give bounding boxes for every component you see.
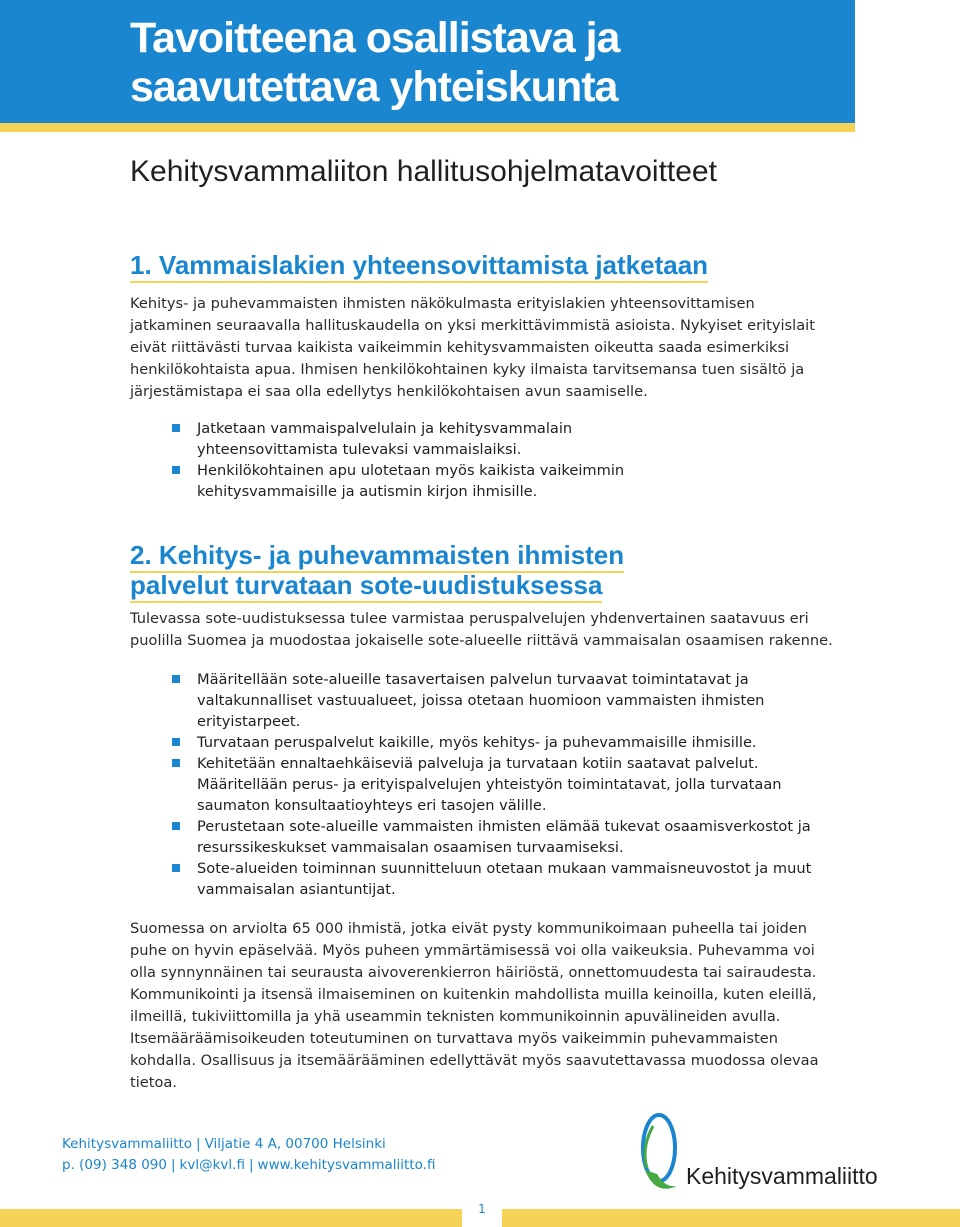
list-item: Henkilökohtainen apu ulotetaan myös kaikista vaikeimmin kehitysvammaisille ja autismin kirjon ihmisille.: [160, 460, 680, 502]
section1-title: 1. Vammaislakien yhteensovittamista jatketaan: [130, 250, 708, 283]
bullet-square-icon: [172, 759, 180, 767]
bullet-square-icon: [172, 864, 180, 872]
footer-line1: [62, 1134, 482, 1155]
section2-bullet-list: [160, 669, 830, 900]
page-title-line2: saavutettava yhteiskunta: [130, 63, 618, 111]
bullet-square-icon: [172, 675, 180, 683]
section2-title-line2: palvelut turvataan sote-uudistuksessa: [130, 570, 602, 603]
page-number: 1: [462, 1197, 502, 1227]
page-subtitle: Kehitysvammaliiton hallitusohjelmatavoitteet: [130, 155, 717, 188]
list-item: Turvataan peruspalvelut kaikille, myös kehitys- ja puhevammaisille ihmisille.: [160, 732, 830, 753]
header-stripe: [0, 123, 855, 132]
bullet-square-icon: [172, 466, 180, 474]
footer-separator: |: [196, 1136, 201, 1152]
footer-phone: p. (09) 348 090: [62, 1157, 167, 1173]
closing-paragraph: Suomessa on arviolta 65 000 ihmistä, jotka eivät pysty kommunikoimaan puheella tai joiden puhe on hyvin epäselvää. Myös puheen ymmärtämisessä voi olla vaikeuksia. Puhevamma voi olla synnynnäinen tai seurausta aivoverenkierron häiriöstä, onnettomuudesta tai sairaudesta. Kommunikointi ja itsensä ilmaiseminen on kuitenkin mahdollista muilla keinoilla, kuten eleillä, ilmeillä, tukiviittomilla ja yhä useammin teknisten kommunikoinnin apuvälineiden avulla. Itsemääräämisoikeuden toteutuminen on turvattava myös vaikeimmin puhevammaisten kohdalla. Osallisuus ja itsemäärääminen edellyttävät myös saavutettavassa muodossa olevaa tietoa.: [130, 920, 819, 1091]
footer-org: Kehitysvammaliitto: [62, 1136, 193, 1152]
list-item: Kehitetään ennaltaehkäiseviä palveluja ja turvataan kotiin saatavat palvelut. Määritellään perus- ja erityispalvelujen yhteistyön toimintatavat, jolla turvataan saumaton konsultaatioyhteys eri tasojen välille.: [160, 753, 830, 816]
footer-line2: [62, 1155, 482, 1176]
section1-bullet-list: [160, 418, 680, 502]
section2-paragraph: Tulevassa sote-uudistuksessa tulee varmistaa peruspalvelujen yhdenvertainen saatavuus eri puolilla Suomea ja muodostaa jokaiselle sote-alueelle riittävä vammaisalan osaamisen rakenne.: [130, 610, 833, 649]
section2-heading: [130, 540, 850, 600]
bullet-square-icon: [172, 738, 180, 746]
list-item: Jatketaan vammaispalvelulain ja kehitysvammalain yhteensovittamista tulevaksi vammaislaiksi.: [160, 418, 680, 460]
footer-separator: |: [170, 1157, 176, 1173]
footer-email[interactable]: kvl@kvl.fi: [179, 1157, 245, 1173]
page-title-line1: Tavoitteena osallistava ja: [130, 14, 620, 62]
bullet-square-icon: [172, 424, 180, 432]
section1-heading: [130, 250, 850, 280]
footer-website[interactable]: www.kehitysvammaliitto.fi: [257, 1157, 436, 1173]
list-item: Perustetaan sote-alueille vammaisten ihmisten elämää tukevat osaamisverkostot ja resurssikeskukset vammaisalan osaamisen turvaamiseksi.: [160, 816, 830, 858]
footer-contact: [62, 1134, 482, 1176]
footer-separator: |: [248, 1157, 254, 1173]
logo-wordmark: Kehitysvammaliitto: [686, 1163, 878, 1189]
bullet-square-icon: [172, 822, 180, 830]
section1-paragraph: Kehitys- ja puhevammaisten ihmisten näkökulmasta erityislakien yhteensovittamisen jatkaminen seuraavalla hallituskaudella on yksi merkittävimmistä asioista. Nykyiset erityislait eivät riittävästi turvaa kaikista vaikeimmin kehitysvammaisten oikeutta saada esimerkiksi henkilökohtaista apua. Ihmisen henkilökohtainen kyky ilmaista tarvitsemansa tuen sisältö ja järjestämistapa ei saa olla edellytys henkilökohtaisen avun saamiselle.: [130, 295, 815, 400]
list-item: Määritellään sote-alueille tasavertaisen palvelun turvaavat toimintatavat ja valtakunnalliset vastuualueet, joissa otetaan huomioon vammaisten ihmisten erityistarpeet.: [160, 669, 830, 732]
page-title: [130, 14, 850, 112]
section2-title-line1: 2. Kehitys- ja puhevammaisten ihmisten: [130, 540, 624, 573]
list-item: Sote-alueiden toiminnan suunnitteluun otetaan mukaan vammaisneuvostot ja muut vammaisalan asiantuntijat.: [160, 858, 830, 900]
footer-address: Viljatie 4 A, 00700 Helsinki: [204, 1136, 386, 1152]
